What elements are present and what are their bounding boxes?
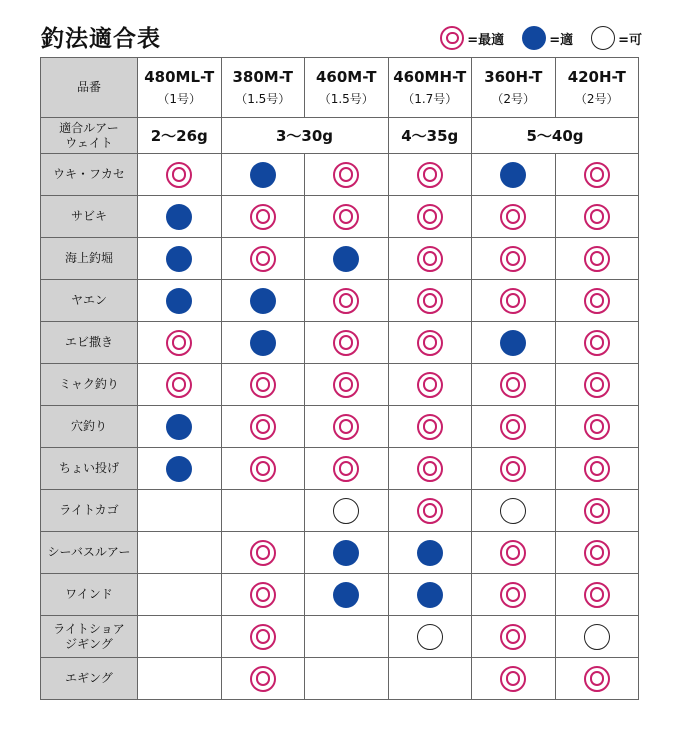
rating-cell [555, 364, 639, 406]
open-circle-icon [591, 26, 615, 50]
double-circle-icon [500, 582, 526, 608]
double-circle-icon [500, 204, 526, 230]
double-circle-icon [584, 666, 610, 692]
double-circle-icon [584, 330, 610, 356]
rating-cell [305, 280, 389, 322]
method-label: ヤエン [41, 280, 138, 322]
rating-cell [388, 238, 472, 280]
double-circle-icon [440, 26, 464, 50]
rating-cell [555, 658, 639, 700]
table-row [41, 616, 639, 658]
double-circle-icon [584, 414, 610, 440]
lure-weight-cell: 4～35g [388, 118, 472, 154]
rating-cell [138, 490, 222, 532]
double-circle-icon [250, 204, 276, 230]
rating-cell [555, 448, 639, 490]
double-circle-icon [500, 540, 526, 566]
double-circle-icon [250, 372, 276, 398]
double-circle-icon [417, 330, 443, 356]
filled-circle-icon [417, 540, 443, 566]
filled-circle-icon [500, 162, 526, 188]
filled-circle-icon [166, 246, 192, 272]
table-row [41, 280, 639, 322]
table-row [41, 364, 639, 406]
rating-cell [221, 532, 305, 574]
method-label: ライトカゴ [41, 490, 138, 532]
table-row [41, 322, 639, 364]
double-circle-icon [417, 372, 443, 398]
rating-cell [138, 616, 222, 658]
double-circle-icon [250, 540, 276, 566]
rating-cell [138, 658, 222, 700]
filled-circle-icon [166, 288, 192, 314]
model-line-size: （2号） [491, 92, 536, 106]
rating-cell [555, 238, 639, 280]
rating-cell [388, 490, 472, 532]
double-circle-icon [500, 288, 526, 314]
rating-cell [472, 490, 556, 532]
double-circle-icon [584, 540, 610, 566]
rating-cell [305, 448, 389, 490]
rating-cell [138, 238, 222, 280]
double-circle-icon [500, 666, 526, 692]
double-circle-icon [584, 246, 610, 272]
double-circle-icon [417, 414, 443, 440]
rating-cell [472, 196, 556, 238]
rating-cell [305, 406, 389, 448]
rating-cell [388, 364, 472, 406]
model-header-cell [138, 58, 222, 118]
legend-item-good [522, 26, 573, 50]
double-circle-icon [584, 288, 610, 314]
method-label: エギング [41, 658, 138, 700]
rating-cell [305, 196, 389, 238]
rating-cell [138, 322, 222, 364]
rating-cell [472, 322, 556, 364]
weight-row [41, 118, 639, 154]
model-header-cell [472, 58, 556, 118]
double-circle-icon [500, 414, 526, 440]
rating-cell [555, 322, 639, 364]
legend-item-ok [591, 26, 642, 50]
rating-cell [221, 196, 305, 238]
method-label: ワインド [41, 574, 138, 616]
model-name: 360H-T [484, 68, 543, 86]
rating-cell [138, 364, 222, 406]
double-circle-icon [584, 582, 610, 608]
rating-cell [472, 280, 556, 322]
rating-cell [472, 658, 556, 700]
rating-cell [472, 574, 556, 616]
rating-cell [221, 322, 305, 364]
double-circle-icon [584, 162, 610, 188]
filled-circle-icon [250, 330, 276, 356]
double-circle-icon [166, 330, 192, 356]
model-header-row [41, 58, 639, 118]
table-row [41, 154, 639, 196]
model-header-cell [221, 58, 305, 118]
double-circle-icon [584, 498, 610, 524]
rating-cell [388, 280, 472, 322]
legend-label-good: =適 [549, 32, 574, 48]
double-circle-icon [250, 666, 276, 692]
legend-item-best [440, 26, 504, 50]
table-row [41, 658, 639, 700]
model-name: 460M-T [316, 68, 377, 86]
double-circle-icon [250, 246, 276, 272]
table-row [41, 406, 639, 448]
filled-circle-icon [166, 456, 192, 482]
rating-cell [555, 406, 639, 448]
rating-cell [221, 574, 305, 616]
rating-cell [138, 574, 222, 616]
filled-circle-icon [166, 414, 192, 440]
model-name: 460MH-T [393, 68, 467, 86]
model-header-cell [305, 58, 389, 118]
rating-cell [305, 238, 389, 280]
double-circle-icon [417, 204, 443, 230]
method-label: ちょい投げ [41, 448, 138, 490]
rating-cell [305, 616, 389, 658]
rating-cell [138, 532, 222, 574]
double-circle-icon [500, 246, 526, 272]
rating-cell [221, 238, 305, 280]
rating-cell [472, 364, 556, 406]
double-circle-icon [333, 330, 359, 356]
rating-cell [388, 574, 472, 616]
rating-cell [388, 448, 472, 490]
double-circle-icon [333, 372, 359, 398]
model-header-label: 品番 [41, 58, 138, 118]
double-circle-icon [417, 498, 443, 524]
filled-circle-icon [522, 26, 546, 50]
open-circle-icon [584, 624, 610, 650]
rating-cell [472, 616, 556, 658]
rating-cell [305, 322, 389, 364]
double-circle-icon [166, 372, 192, 398]
lure-weight-cell: 3～30g [221, 118, 388, 154]
model-name: 420H-T [567, 68, 626, 86]
rating-cell [305, 574, 389, 616]
model-line-size: （1号） [157, 92, 202, 106]
weight-header-label: 適合ルアー ウェイト [41, 118, 138, 154]
double-circle-icon [417, 162, 443, 188]
method-label: ミャク釣り [41, 364, 138, 406]
open-circle-icon [500, 498, 526, 524]
compatibility-table [40, 57, 639, 700]
double-circle-icon [333, 414, 359, 440]
double-circle-icon [250, 456, 276, 482]
rating-cell [555, 154, 639, 196]
filled-circle-icon [166, 204, 192, 230]
open-circle-icon [417, 624, 443, 650]
double-circle-icon [333, 456, 359, 482]
rating-cell [555, 196, 639, 238]
rating-cell [221, 406, 305, 448]
rating-cell [388, 406, 472, 448]
method-label: 穴釣り [41, 406, 138, 448]
rating-cell [472, 154, 556, 196]
double-circle-icon [250, 414, 276, 440]
rating-cell [388, 322, 472, 364]
rating-cell [221, 658, 305, 700]
rating-cell [138, 406, 222, 448]
double-circle-icon [333, 204, 359, 230]
table-row [41, 574, 639, 616]
double-circle-icon [333, 162, 359, 188]
model-line-size: （1.7号） [402, 92, 458, 106]
rating-cell [388, 532, 472, 574]
rating-cell [221, 490, 305, 532]
rating-cell [221, 280, 305, 322]
rating-cell [388, 616, 472, 658]
double-circle-icon [166, 162, 192, 188]
double-circle-icon [250, 624, 276, 650]
table-row [41, 490, 639, 532]
rating-cell [305, 658, 389, 700]
rating-cell [138, 280, 222, 322]
table-row [41, 532, 639, 574]
rating-cell [138, 154, 222, 196]
legend-label-best: =最適 [467, 32, 505, 48]
model-name: 480ML-T [144, 68, 215, 86]
legend [440, 26, 642, 50]
rating-cell [472, 238, 556, 280]
rating-cell [555, 532, 639, 574]
double-circle-icon [250, 582, 276, 608]
rating-cell [388, 658, 472, 700]
rating-cell [305, 532, 389, 574]
rating-cell [305, 490, 389, 532]
rating-cell [221, 616, 305, 658]
model-header-cell [555, 58, 639, 118]
model-line-size: （1.5号） [235, 92, 291, 106]
lure-weight-cell: 5～40g [472, 118, 639, 154]
double-circle-icon [584, 456, 610, 482]
filled-circle-icon [333, 582, 359, 608]
double-circle-icon [584, 204, 610, 230]
rating-cell [472, 532, 556, 574]
rating-cell [221, 154, 305, 196]
double-circle-icon [417, 288, 443, 314]
rating-cell [221, 448, 305, 490]
model-line-size: （2号） [574, 92, 619, 106]
rating-cell [555, 280, 639, 322]
table-row [41, 448, 639, 490]
double-circle-icon [417, 456, 443, 482]
filled-circle-icon [500, 330, 526, 356]
rating-cell [472, 448, 556, 490]
rating-cell [305, 154, 389, 196]
rating-cell [555, 574, 639, 616]
rating-cell [221, 364, 305, 406]
rating-cell [472, 406, 556, 448]
open-circle-icon [333, 498, 359, 524]
method-label: シーバスルアー [41, 532, 138, 574]
method-label: エビ撒き [41, 322, 138, 364]
model-name: 380M-T [232, 68, 293, 86]
rating-cell [138, 196, 222, 238]
double-circle-icon [417, 246, 443, 272]
rating-cell [388, 154, 472, 196]
page-title: 釣法適合表 [41, 26, 161, 52]
double-circle-icon [333, 288, 359, 314]
method-label: ライトショア ジギング [41, 616, 138, 658]
method-label: サビキ [41, 196, 138, 238]
rating-cell [555, 616, 639, 658]
lure-weight-cell: 2～26g [138, 118, 222, 154]
legend-label-ok: =可 [618, 32, 642, 48]
model-line-size: （1.5号） [318, 92, 374, 106]
filled-circle-icon [250, 162, 276, 188]
method-label: 海上釣堀 [41, 238, 138, 280]
filled-circle-icon [333, 540, 359, 566]
filled-circle-icon [417, 582, 443, 608]
model-header-cell [388, 58, 472, 118]
filled-circle-icon [333, 246, 359, 272]
rating-cell [138, 448, 222, 490]
double-circle-icon [500, 456, 526, 482]
table-row [41, 196, 639, 238]
rating-cell [555, 490, 639, 532]
method-label: ウキ・フカセ [41, 154, 138, 196]
rating-cell [305, 364, 389, 406]
filled-circle-icon [250, 288, 276, 314]
rating-cell [388, 196, 472, 238]
double-circle-icon [584, 372, 610, 398]
double-circle-icon [500, 624, 526, 650]
table-row [41, 238, 639, 280]
double-circle-icon [500, 372, 526, 398]
